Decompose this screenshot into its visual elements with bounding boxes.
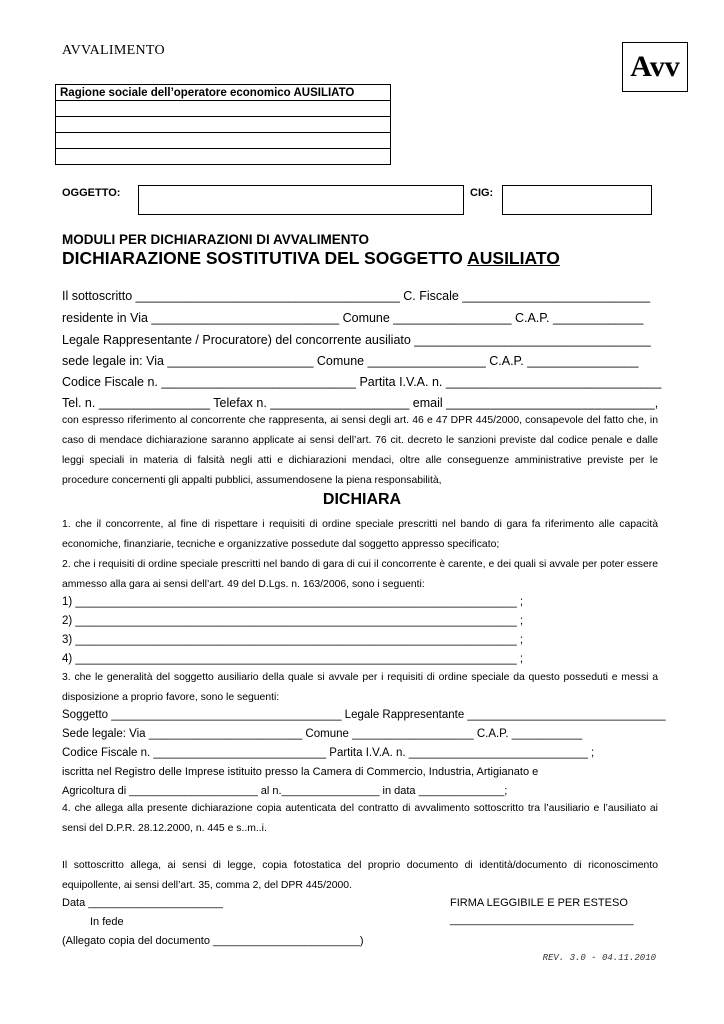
declarant-line-1[interactable]: Il sottoscritto ______________________________________ C. Fiscale ___________________________ bbox=[62, 289, 651, 303]
ausiliato-row-3[interactable] bbox=[56, 133, 391, 149]
main-title-underlined: AUSILIATO bbox=[467, 248, 560, 268]
oggetto-field[interactable] bbox=[138, 185, 464, 215]
data-line[interactable]: Data ______________________ bbox=[62, 897, 223, 909]
attachment-paragraph: Il sottoscritto allega, ai sensi di legge, copia fotostatica del proprio documento di identità/documento di riconoscimento equipollente, ai sensi dell’art. 35, comma 2, del DPR 445/2000. bbox=[62, 860, 658, 891]
declarant-line-4[interactable]: sede legale in: Via _____________________ Comune _________________ C.A.P. ________________ bbox=[62, 354, 639, 368]
auxiliary-line-5[interactable]: Agricoltura di _____________________ al n.________________ in data ______________; bbox=[62, 785, 508, 797]
dichiara-heading: DICHIARA bbox=[322, 491, 402, 508]
auxiliary-line-4: iscritta nel Registro delle Imprese istituito presso la Camera di Commercio, Industria, Artigianato e bbox=[62, 766, 539, 778]
point-2: 2. che i requisiti di ordine speciale prescritti nel bando di gara di cui il concorrente è carente, e dei quali si avvale per poter essere ammesso alla gara ai sensi dell’art. 49 del D.Lgs. n. 163/2006, sono i seguenti: bbox=[62, 559, 658, 590]
declarant-line-2[interactable]: residente in Via ___________________________ Comune _________________ C.A.P. _____________ bbox=[62, 311, 644, 325]
subtitle: MODULI PER DICHIARAZIONI DI AVVALIMENTO bbox=[62, 232, 369, 247]
firma-label: FIRMA LEGGIBILE E PER ESTESO bbox=[450, 897, 628, 909]
main-title bbox=[62, 248, 560, 269]
auxiliary-line-2[interactable]: Sede legale: Via ________________________ Comune ___________________ C.A.P. ___________ bbox=[62, 728, 583, 740]
auxiliary-line-3[interactable]: Codice Fiscale n. ___________________________ Partita I.V.A. n. ____________________________ ; bbox=[62, 747, 595, 759]
header-title: AVVALIMENTO bbox=[62, 43, 165, 58]
firma-line[interactable]: ______________________________ bbox=[450, 914, 634, 926]
ausiliato-table-header: Ragione sociale dell’operatore economico AUSILIATO bbox=[56, 85, 391, 101]
point-4: 4. che allega alla presente dichiarazione copia autenticata del contratto di avvalimento sottoscritto tra l’ausiliario e l’ausiliato ai sensi del D.P.R. 28.12.2000, n. 445 e s..m..i. bbox=[62, 803, 658, 834]
cig-label: CIG: bbox=[470, 187, 494, 199]
requirement-line-4[interactable]: 4) _____________________________________________________________________ ; bbox=[62, 653, 524, 665]
ausiliato-row-2[interactable] bbox=[56, 117, 391, 133]
requirement-line-2[interactable]: 2) _____________________________________________________________________ ; bbox=[62, 615, 524, 627]
point-3: 3. che le generalità del soggetto ausiliario della quale si avvale per i requisiti di ordine speciale da questo posseduti e messi a disposizione a proprio favore, sono le seguenti: bbox=[62, 672, 658, 703]
ausiliato-row-4[interactable] bbox=[56, 149, 391, 165]
ausiliato-row-1[interactable] bbox=[56, 101, 391, 117]
form-code-box: Avv bbox=[622, 42, 688, 92]
declarant-line-6[interactable]: Tel. n. ________________ Telefax n. ____________________ email ______________________________, bbox=[62, 396, 659, 410]
auxiliary-line-1[interactable]: Soggetto ____________________________________ Legale Rappresentante _______________________________ bbox=[62, 709, 666, 721]
premise-paragraph: con espresso riferimento al concorrente che rappresenta, ai sensi degli art. 46 e 47 DPR 445/2000, consapevole del fatto che, in caso di mendace dichiarazione saranno applicate ai sensi dell’art. 76 cit. decreto le sanzioni previste dal codice penale e dalle leggi speciali in materia di falsità negli atti e dichiarazioni mendaci, oltre alle conseguenze amministrative previste per le procedure concernenti gli appalti pubblici, assumendosene la piena responsabilità, bbox=[62, 415, 658, 486]
in-fede: In fede bbox=[90, 916, 124, 928]
cig-field[interactable] bbox=[502, 185, 652, 215]
requirement-line-1[interactable]: 1) _____________________________________________________________________ ; bbox=[62, 596, 524, 608]
point-1: 1. che il concorrente, al fine di rispettare i requisiti di ordine speciale prescritti nel bando di gara fa riferimento alle capacità economiche, finanziarie, tecniche e organizzative possedute dal soggetto appresso specificato; bbox=[62, 519, 658, 550]
main-title-prefix: DICHIARAZIONE SOSTITUTIVA DEL SOGGETTO bbox=[62, 248, 468, 268]
requirement-line-3[interactable]: 3) _____________________________________________________________________ ; bbox=[62, 634, 524, 646]
allegato-line[interactable]: (Allegato copia del documento ________________________) bbox=[62, 935, 364, 947]
declarant-line-3[interactable]: Legale Rappresentante / Procuratore) del concorrente ausiliato __________________________________ bbox=[62, 333, 651, 347]
revision-label: REV. 3.0 - 04.11.2010 bbox=[542, 953, 656, 963]
oggetto-label: OGGETTO: bbox=[62, 187, 121, 199]
ausiliato-table bbox=[55, 84, 391, 165]
declarant-line-5[interactable]: Codice Fiscale n. ____________________________ Partita I.V.A. n. _______________________________ bbox=[62, 375, 662, 389]
